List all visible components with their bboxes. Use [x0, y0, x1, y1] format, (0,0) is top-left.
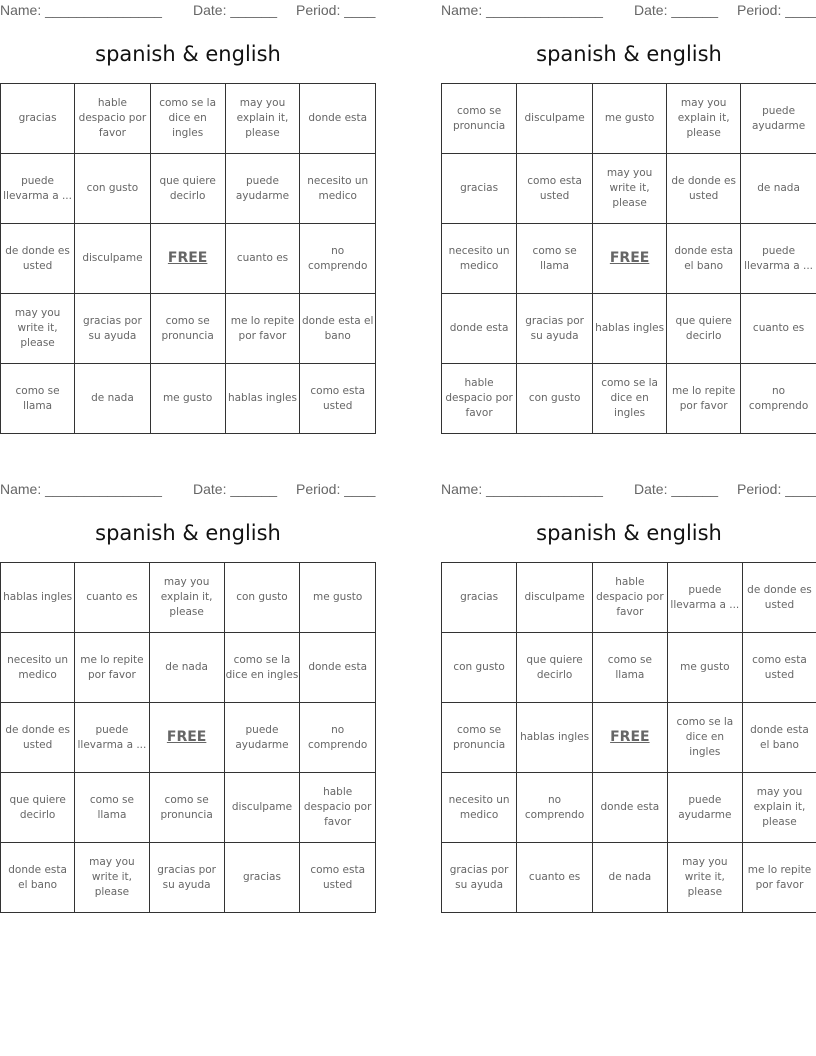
bingo-cell[interactable]: no comprendo — [741, 364, 816, 434]
bingo-cell[interactable]: donde esta — [593, 773, 668, 843]
bingo-cell[interactable]: may you explain it, please — [742, 773, 816, 843]
card-title: spanish & english — [536, 42, 722, 66]
bingo-cell[interactable]: puede llevarma a ... — [741, 224, 816, 294]
bingo-cell[interactable]: me gusto — [667, 633, 742, 703]
bingo-row — [1, 703, 376, 773]
bingo-cell[interactable]: como esta usted — [300, 364, 376, 434]
bingo-cell[interactable]: me lo repite por favor — [742, 843, 816, 913]
bingo-cell[interactable]: donde esta — [442, 294, 517, 364]
card-header — [0, 0, 376, 22]
bingo-cell[interactable]: como esta usted — [300, 843, 376, 913]
bingo-cell[interactable]: hable despacio por favor — [300, 773, 376, 843]
bingo-cell[interactable]: may you explain it, please — [225, 84, 300, 154]
bingo-cell[interactable]: de nada — [593, 843, 668, 913]
bingo-grid — [0, 562, 376, 913]
bingo-cell[interactable]: con gusto — [517, 364, 593, 434]
bingo-cell[interactable]: como se pronuncia — [149, 773, 224, 843]
bingo-cell[interactable]: hablas ingles — [517, 703, 593, 773]
bingo-cell[interactable]: como se la dice en ingles — [667, 703, 742, 773]
bingo-cell[interactable]: de donde es usted — [742, 563, 816, 633]
bingo-cell[interactable]: hablas ingles — [593, 294, 667, 364]
bingo-cell[interactable]: puede llevarma a ... — [75, 703, 149, 773]
bingo-cell[interactable]: con gusto — [224, 563, 300, 633]
card-header — [441, 479, 816, 501]
bingo-row — [442, 773, 816, 843]
bingo-row — [1, 843, 376, 913]
bingo-row — [1, 84, 376, 154]
period-field[interactable]: Period: ____ — [737, 2, 816, 18]
bingo-cell[interactable]: gracias por su ayuda — [517, 294, 593, 364]
bingo-cell[interactable]: que quiere decirlo — [517, 633, 593, 703]
name-field[interactable]: Name: _______________ — [0, 481, 162, 497]
date-field[interactable]: Date: ______ — [193, 481, 278, 497]
bingo-grid — [441, 562, 816, 913]
free-space-cell[interactable]: FREE — [593, 703, 668, 773]
bingo-card — [441, 0, 816, 440]
bingo-cell[interactable]: como se la dice en ingles — [150, 84, 225, 154]
bingo-cell[interactable]: de donde es usted — [1, 703, 75, 773]
bingo-row — [442, 703, 816, 773]
bingo-cell[interactable]: como se pronuncia — [442, 703, 517, 773]
bingo-cell[interactable]: hable despacio por favor — [442, 364, 517, 434]
bingo-grid — [441, 83, 816, 434]
bingo-cell[interactable]: como se llama — [593, 633, 668, 703]
bingo-cell[interactable]: donde esta el bano — [1, 843, 75, 913]
bingo-row — [1, 154, 376, 224]
bingo-card — [0, 0, 376, 440]
free-space-cell[interactable]: FREE — [150, 224, 225, 294]
bingo-cell[interactable]: disculpame — [517, 563, 593, 633]
bingo-cell[interactable]: disculpame — [224, 773, 300, 843]
bingo-cell[interactable]: como se la dice en ingles — [224, 633, 300, 703]
bingo-card — [441, 479, 816, 919]
bingo-cell[interactable]: cuanto es — [741, 294, 816, 364]
bingo-cell[interactable]: con gusto — [75, 154, 151, 224]
card-header — [0, 479, 376, 501]
bingo-row — [442, 843, 816, 913]
bingo-cell[interactable]: de donde es usted — [1, 224, 75, 294]
bingo-cell[interactable]: gracias por su ayuda — [149, 843, 224, 913]
bingo-cell[interactable]: disculpame — [517, 84, 593, 154]
period-field[interactable]: Period: ____ — [296, 481, 376, 497]
bingo-cell[interactable]: may you write it, please — [75, 843, 149, 913]
bingo-cell[interactable]: cuanto es — [517, 843, 593, 913]
bingo-cell[interactable]: gracias por su ayuda — [442, 843, 517, 913]
bingo-row — [1, 563, 376, 633]
bingo-cell[interactable]: no comprendo — [300, 703, 376, 773]
card-title: spanish & english — [536, 521, 722, 545]
bingo-cell[interactable]: puede llevarma a ... — [667, 563, 742, 633]
bingo-cell[interactable]: que quiere decirlo — [667, 294, 741, 364]
bingo-cell[interactable]: me lo repite por favor — [75, 633, 149, 703]
bingo-row — [1, 633, 376, 703]
bingo-cell[interactable]: necesito un medico — [442, 224, 517, 294]
free-space-cell[interactable]: FREE — [149, 703, 224, 773]
bingo-cell[interactable]: may you write it, please — [1, 294, 75, 364]
bingo-cell[interactable]: como se pronuncia — [150, 294, 225, 364]
bingo-cell[interactable]: como se la dice en ingles — [593, 364, 667, 434]
bingo-cell[interactable]: cuanto es — [225, 224, 300, 294]
bingo-cell[interactable]: necesito un medico — [300, 154, 376, 224]
bingo-cell[interactable]: cuanto es — [75, 563, 149, 633]
date-field[interactable]: Date: ______ — [193, 2, 278, 18]
date-field[interactable]: Date: ______ — [634, 2, 719, 18]
bingo-row — [1, 224, 376, 294]
bingo-grid — [0, 83, 376, 434]
bingo-cell[interactable]: puede ayudarme — [667, 773, 742, 843]
bingo-cell[interactable]: me lo repite por favor — [225, 294, 300, 364]
bingo-cell[interactable]: may you explain it, please — [149, 563, 224, 633]
bingo-cell[interactable]: donde esta — [300, 84, 376, 154]
bingo-cell[interactable]: como se llama — [75, 773, 149, 843]
bingo-row — [442, 633, 816, 703]
bingo-cell[interactable]: de nada — [741, 154, 816, 224]
bingo-cell[interactable]: puede llevarma a ... — [1, 154, 75, 224]
bingo-row — [1, 364, 376, 434]
name-field[interactable]: Name: _______________ — [0, 2, 162, 18]
card-header — [441, 0, 816, 22]
bingo-cell[interactable]: que quiere decirlo — [150, 154, 225, 224]
bingo-cell[interactable]: no comprendo — [300, 224, 376, 294]
bingo-cell[interactable]: necesito un medico — [442, 773, 517, 843]
bingo-row — [442, 84, 816, 154]
bingo-cell[interactable]: me lo repite por favor — [667, 364, 741, 434]
free-space-cell[interactable]: FREE — [593, 224, 667, 294]
bingo-cell[interactable]: de nada — [75, 364, 151, 434]
bingo-cell[interactable]: hable despacio por favor — [593, 563, 668, 633]
bingo-row — [442, 224, 816, 294]
bingo-cell[interactable]: como se llama — [517, 224, 593, 294]
bingo-cell[interactable]: disculpame — [75, 224, 151, 294]
name-field[interactable]: Name: _______________ — [441, 481, 603, 497]
bingo-cell[interactable]: may you write it, please — [593, 154, 667, 224]
bingo-cell[interactable]: gracias — [224, 843, 300, 913]
bingo-row — [1, 773, 376, 843]
period-field[interactable]: Period: ____ — [737, 481, 816, 497]
bingo-row — [1, 294, 376, 364]
bingo-cell[interactable]: donde esta el bano — [742, 703, 816, 773]
bingo-cell[interactable]: gracias — [442, 563, 517, 633]
card-title: spanish & english — [95, 42, 281, 66]
bingo-cell[interactable]: donde esta el bano — [300, 294, 376, 364]
card-title: spanish & english — [95, 521, 281, 545]
bingo-cell[interactable]: no comprendo — [517, 773, 593, 843]
bingo-row — [442, 154, 816, 224]
bingo-card — [0, 479, 376, 919]
bingo-cell[interactable]: gracias — [1, 84, 75, 154]
bingo-cell[interactable]: como esta usted — [742, 633, 816, 703]
bingo-cell[interactable]: me gusto — [593, 84, 667, 154]
bingo-cell[interactable]: hablas ingles — [1, 563, 75, 633]
bingo-cell[interactable]: hable despacio por favor — [75, 84, 151, 154]
bingo-cell[interactable]: como se llama — [1, 364, 75, 434]
bingo-cell[interactable]: gracias — [442, 154, 517, 224]
bingo-cell[interactable]: puede ayudarme — [224, 703, 300, 773]
bingo-cell[interactable]: que quiere decirlo — [1, 773, 75, 843]
bingo-cell[interactable]: me gusto — [300, 563, 376, 633]
bingo-cell[interactable]: de donde es usted — [667, 154, 741, 224]
bingo-cell[interactable]: como esta usted — [517, 154, 593, 224]
bingo-cell[interactable]: puede ayudarme — [225, 154, 300, 224]
bingo-cell[interactable]: con gusto — [442, 633, 517, 703]
bingo-cell[interactable]: me gusto — [150, 364, 225, 434]
bingo-row — [442, 364, 816, 434]
bingo-cell[interactable]: donde esta el bano — [667, 224, 741, 294]
bingo-row — [442, 294, 816, 364]
bingo-cell[interactable]: may you explain it, please — [667, 84, 741, 154]
bingo-cell[interactable]: donde esta — [300, 633, 376, 703]
bingo-row — [442, 563, 816, 633]
name-field[interactable]: Name: _______________ — [441, 2, 603, 18]
bingo-cell[interactable]: de nada — [149, 633, 224, 703]
bingo-cell[interactable]: may you write it, please — [667, 843, 742, 913]
bingo-cell[interactable]: necesito un medico — [1, 633, 75, 703]
bingo-cell[interactable]: como se pronuncia — [442, 84, 517, 154]
date-field[interactable]: Date: ______ — [634, 481, 719, 497]
period-field[interactable]: Period: ____ — [296, 2, 376, 18]
bingo-cell[interactable]: hablas ingles — [225, 364, 300, 434]
bingo-cell[interactable]: puede ayudarme — [741, 84, 816, 154]
bingo-cell[interactable]: gracias por su ayuda — [75, 294, 151, 364]
